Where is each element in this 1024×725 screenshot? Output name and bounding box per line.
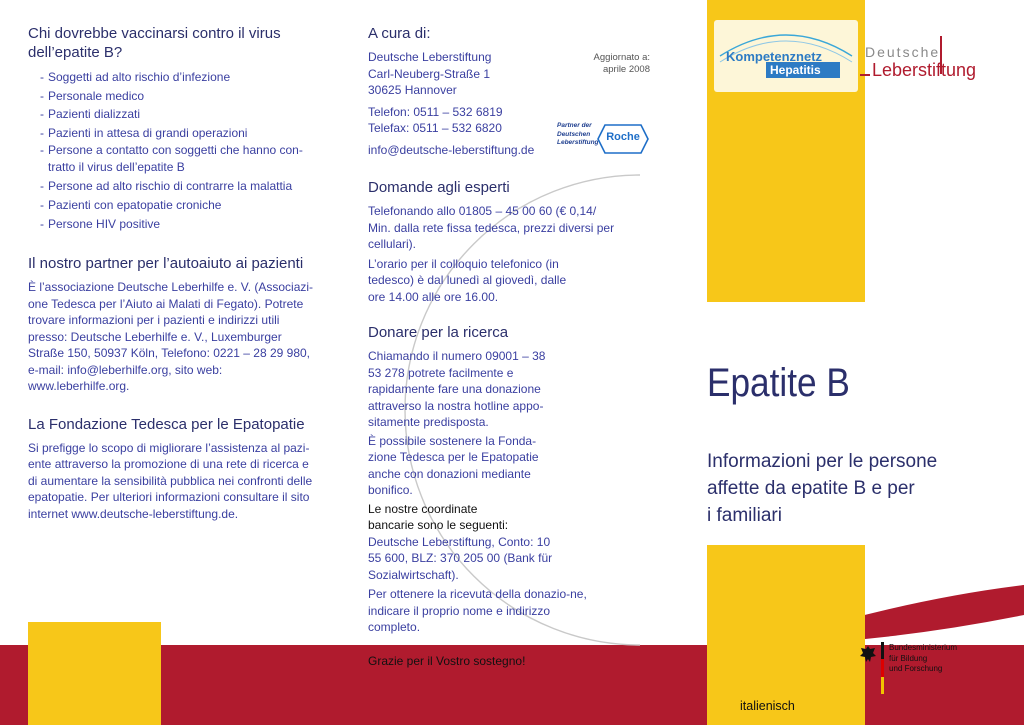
- eagle-icon: [858, 644, 878, 666]
- partner-text: È l’associazione Deutsche Leberhilfe e. V. (Associazi-one Tedesca per l’Aiuto ai Malati di Fegato). Potrete trovare informazioni per i pazienti e indirizzi utili presso: Deutsche Leberhilfe e. V., Luxemburger Straße 150, 50937 Köln, Telefono: 0221 – 28 29 980, e-mail: info@leberhilfe.org, sito web: www.leberhilfe.org.: [28, 280, 314, 394]
- foundation-text: Si prefigge lo scopo di migliorare l’assistenza al pazi-ente attraverso la promozione di una rete di ricerca e di aumentare la sensibilità pubblica nei confronti delle epatopatie. Per ulteriori informazioni consultare il sito internet www.deutsche-leberstiftung.de.: [28, 440, 313, 521]
- receipt-text: Per ottenere la ricevuta della donazio-ne, indicare il proprio nome e indirizzo completo.: [368, 587, 587, 634]
- deutsche-label: Deutsche: [865, 44, 941, 60]
- vaccination-list: [40, 68, 318, 233]
- list-item: - Pazienti con epatopatie croniche: [40, 197, 222, 212]
- leberstiftung-label: Leberstiftung: [872, 60, 977, 80]
- list-item: - Pazienti dializzati: [40, 107, 141, 122]
- hepatitis-label: Hepatitis: [770, 63, 821, 77]
- experts-heading: Domande agli esperti: [368, 179, 510, 196]
- column-2: [368, 24, 630, 669]
- logo-underline: [860, 74, 870, 76]
- updated-note: Aggiornato a: aprile 2008: [593, 52, 650, 75]
- publisher-phone: Telefon: 0511 – 532 6819 Telefax: 0511 – 532 6820: [368, 104, 503, 135]
- vaccination-heading: Chi dovrebbe vaccinarsi contro il virus dell’epatite B?: [28, 25, 281, 61]
- publisher-heading: A cura di:: [368, 25, 431, 42]
- bmbf-label: Bundesministerium für Bildung und Forschung: [889, 643, 958, 673]
- column-1: [28, 24, 318, 522]
- publisher-address: Deutsche Leberstiftung Carl-Neuberg-Straße 1 30625 Hannover: [368, 50, 492, 97]
- bank-text: Deutsche Leberstiftung, Conto: 10 55 600, BLZ: 370 205 00 (Bank für Sozialwirtschaft).: [368, 534, 553, 582]
- foundation-heading: La Fondazione Tedesca per le Epatopatie: [28, 415, 305, 433]
- thanks-text: Grazie per il Vostro sostegno!: [368, 653, 526, 668]
- bank-label: Le nostre coordinate bancarie sono le seguenti:: [368, 501, 509, 532]
- cover-title: Epatite B: [707, 361, 850, 405]
- partner-label: Partner der Deutschen Leberstiftung: [557, 122, 599, 146]
- kompetenznetz-label: Kompetenznetz: [726, 49, 823, 64]
- roche-partner-logo: [557, 122, 652, 156]
- experts-text-2: L’orario per il colloquio telefonico (in tedesco) è dal lunedì al giovedì, dalle ore 14.00 alle ore 16.00.: [368, 256, 567, 304]
- deutsche-leberstiftung-logo: [860, 36, 1010, 86]
- flag-bar: [881, 642, 884, 694]
- partner-heading: Il nostro partner per l’autoaiuto ai pazienti: [28, 255, 304, 273]
- list-item: - Persone HIV positive: [40, 216, 161, 231]
- donate-text-2: È possibile sostenere la Fonda-zione Tedesca per le Epatopatie anche con donazioni mediante bonifico.: [368, 433, 539, 497]
- list-item: - Persone ad alto rischio di contrarre la malattia: [40, 179, 293, 194]
- kompetenznetz-logo: [714, 20, 858, 92]
- language-label: italienisch: [740, 699, 795, 713]
- bmbf-logo: [858, 642, 978, 697]
- list-item: - Pazienti in attesa di grandi operazioni: [40, 125, 248, 140]
- donate-heading: Donare per la ricerca: [368, 324, 509, 341]
- cover-subtitle: Informazioni per le persone affette da epatite B e per i familiari: [707, 451, 938, 526]
- list-item: - Soggetti ad alto rischio d’infezione: [40, 70, 231, 84]
- list-item: - Personale medico: [40, 88, 145, 103]
- experts-text-1: Telefonando allo 01805 – 45 00 60 (€ 0,14/ Min. dalla rete fissa tedesca, prezzi diversi per cellulari).: [368, 204, 615, 251]
- list-item: - Persone a contatto con soggetti che hanno con- tratto il virus dell’epatite B: [40, 143, 303, 174]
- publisher-email: info@deutsche-leberstiftung.de: [368, 142, 535, 157]
- roche-label: Roche: [606, 131, 640, 143]
- donate-text-1: Chiamando il numero 09001 – 38 53 278 potrete facilmente e rapidamente fare una donazione attraverso la nostra hotline appo-sitamente predisposta.: [368, 349, 546, 429]
